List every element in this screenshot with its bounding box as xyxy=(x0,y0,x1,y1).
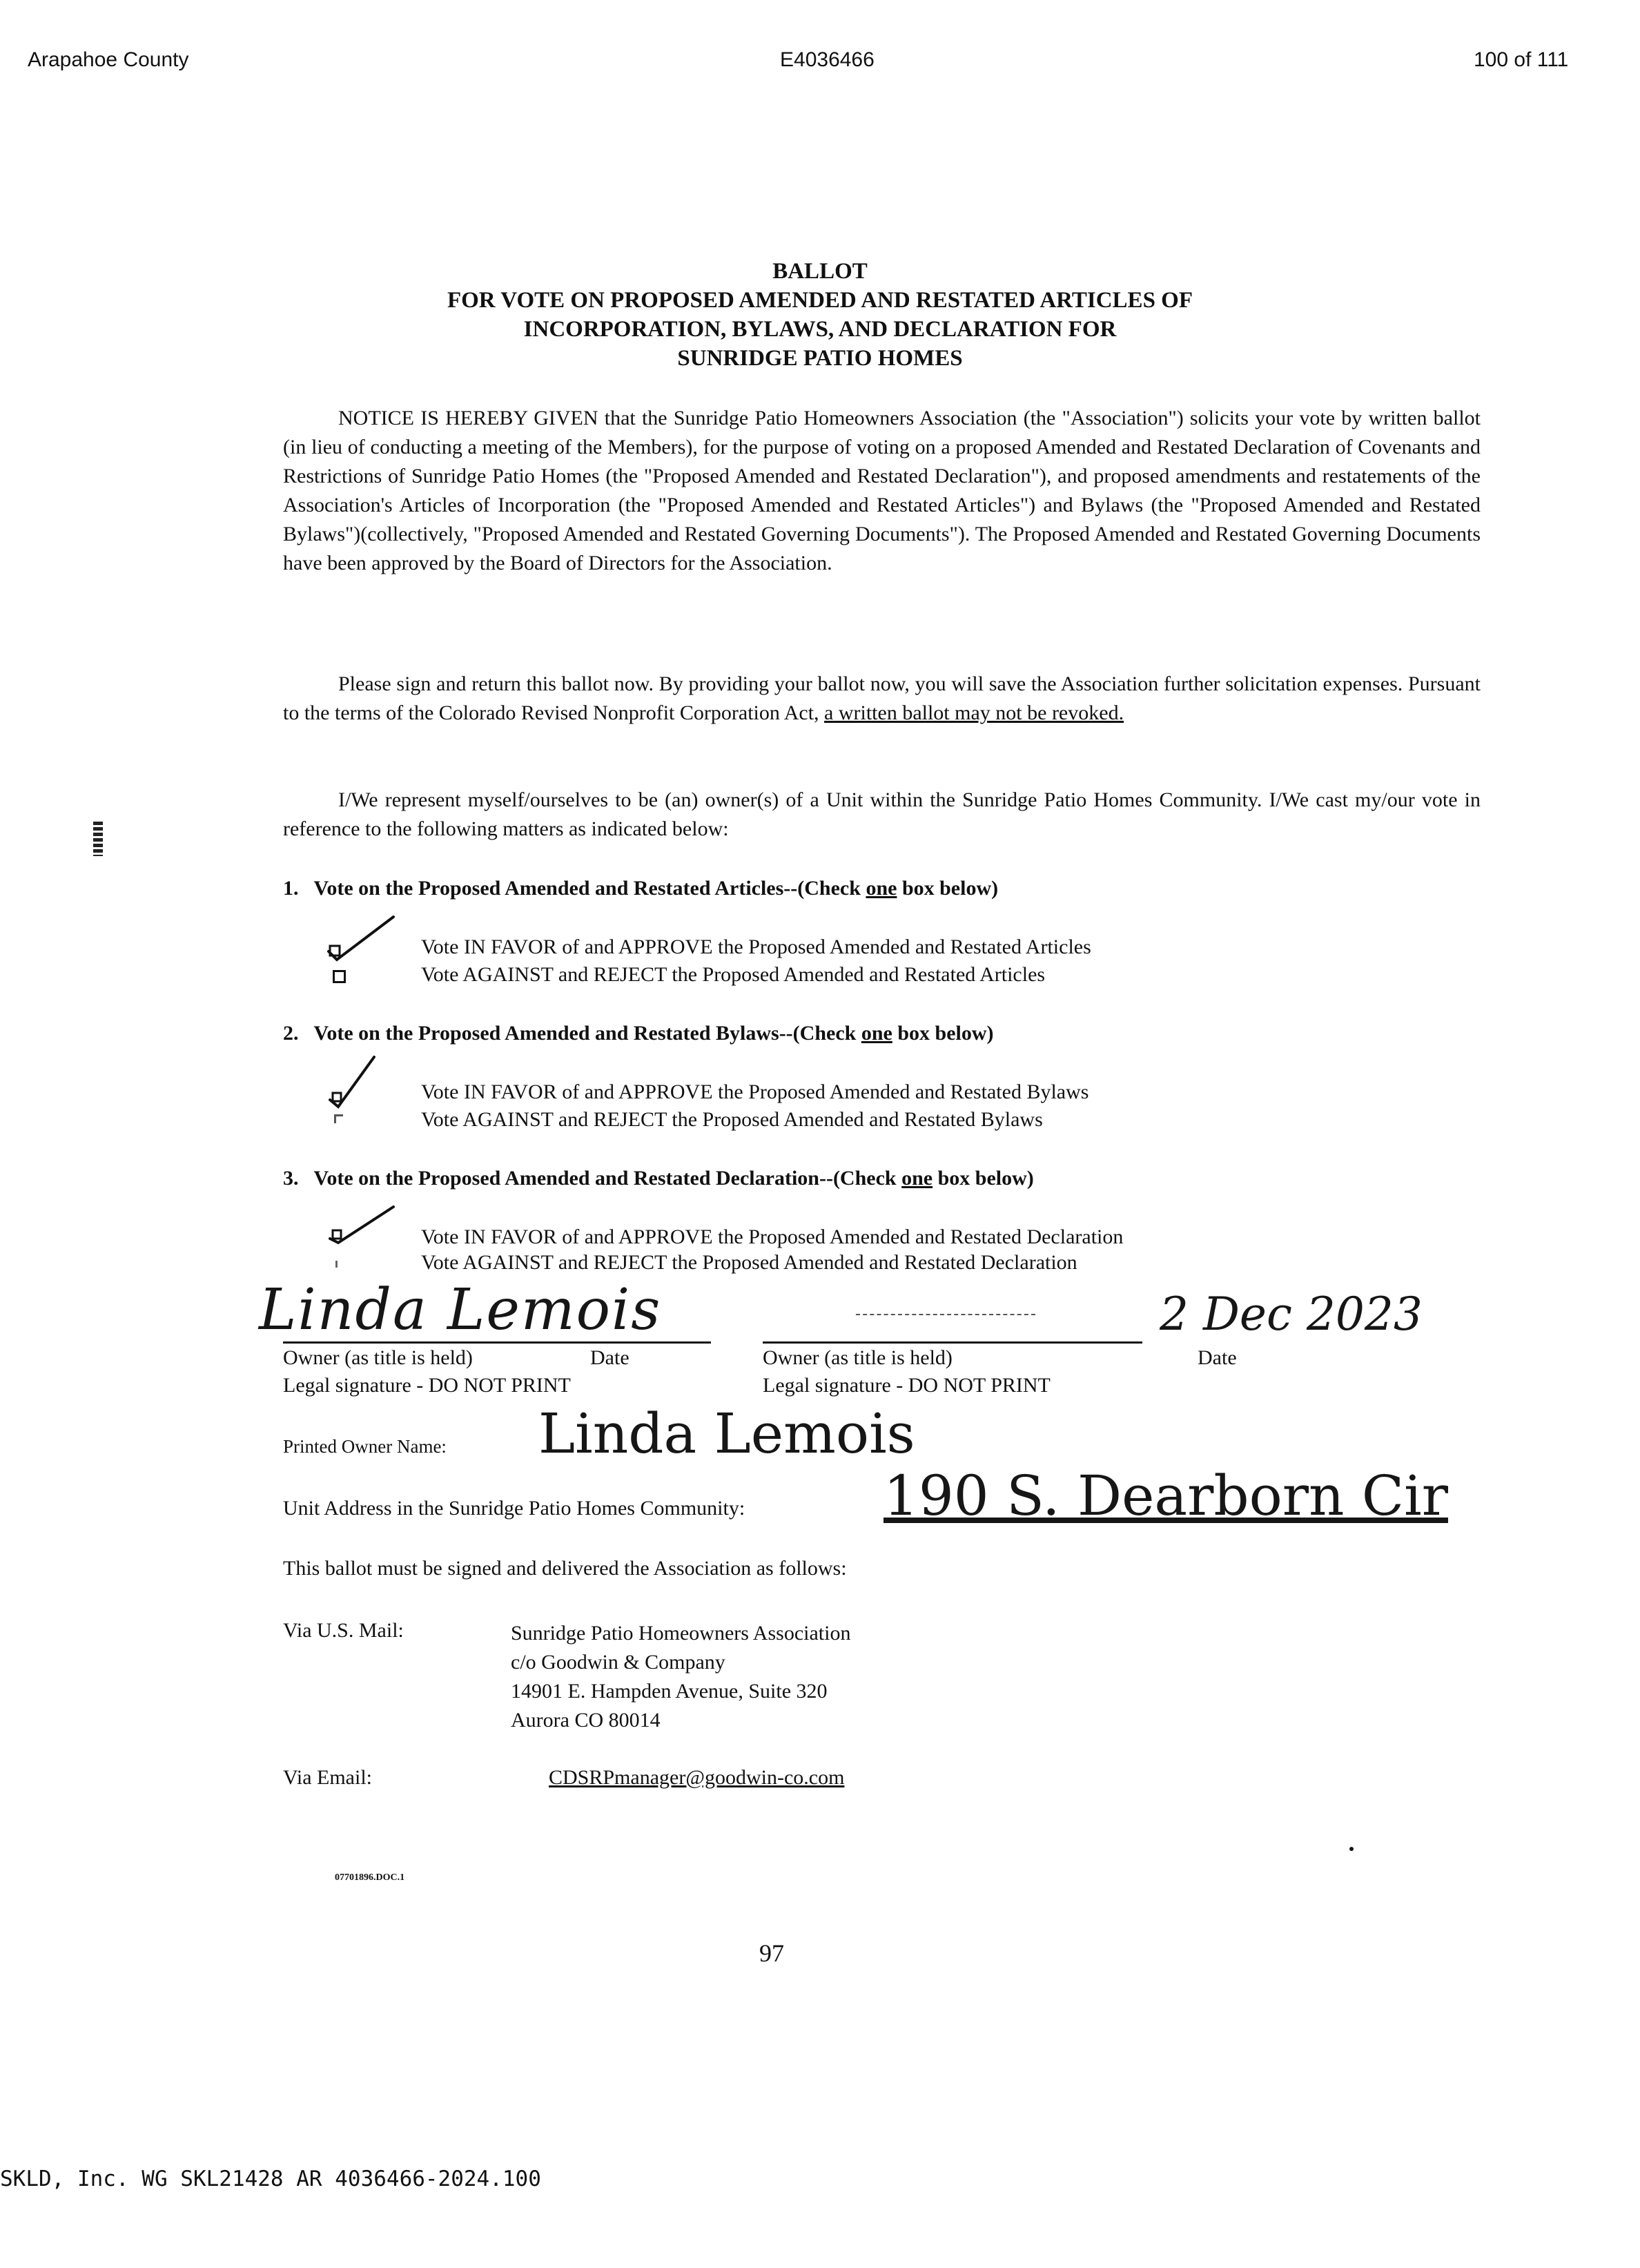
item-3-number: 3. xyxy=(283,1167,299,1190)
printed-name-label: Printed Owner Name: xyxy=(283,1436,447,1457)
email-label: Via Email: xyxy=(283,1766,372,1789)
please-sign-paragraph xyxy=(283,670,1481,728)
owner-1-title-label: Owner (as title is held) xyxy=(283,1346,473,1369)
footer-recording-info: SKLD, Inc. WG SKL21428 AR 4036466-2024.100 xyxy=(0,2167,541,2191)
please-sign-text: Please sign and return this ballot now. By providing your ballot now, you will save the Association further solicitation expenses. Pursuant to the terms of the Colorado Revised Nonprofit Corporation Act, xyxy=(283,672,1481,724)
notice-paragraph: NOTICE IS HEREBY GIVEN that the Sunridge Patio Homeowners Association (the "Association") solicits your vote by written ballot (in lieu of conducting a meeting of the Members), for the purpose of voting on a proposed Amended and Restated Declaration of Covenants and Restrictions of Sunridge Patio Homes (the "Proposed Amended and Restated Declaration"), and proposed amendments and restatements of the Association's Articles of Incorporation (the "Proposed Amended and Restated Articles") and Bylaws (the "Proposed Amended and Restated Bylaws")(collectively, "Proposed Amended and Restated Governing Documents"). The Proposed Amended and Restated Governing Documents have been approved by the Board of Directors for the Association. xyxy=(283,407,1481,574)
unit-address-value[interactable]: 190 S. Dearborn Cir xyxy=(884,1464,1448,1528)
item-1-against-checkbox[interactable] xyxy=(333,970,346,983)
printed-name-value[interactable]: Linda Lemois xyxy=(538,1402,915,1466)
reception-number: E4036466 xyxy=(780,48,875,71)
item-1-one: one xyxy=(866,877,897,900)
item-3-heading-end: box below) xyxy=(937,1167,1034,1190)
item-2-one: one xyxy=(861,1022,892,1045)
title-line-2: FOR VOTE ON PROPOSED AMENDED AND RESTATED ARTICLES OF xyxy=(447,288,1193,313)
item-3-favor-label: Vote IN FAVOR of and APPROVE the Proposed Amended and Restated Declaration xyxy=(421,1225,1124,1248)
page-count: 100 of 111 xyxy=(1474,48,1569,71)
item-1-favor-label: Vote IN FAVOR of and APPROVE the Proposed Amended and Restated Articles xyxy=(421,936,1091,958)
owner-2-legal-label: Legal signature - DO NOT PRINT xyxy=(763,1374,1051,1397)
owner-2-scribble xyxy=(856,1314,1035,1315)
owner-2-date-label: Date xyxy=(1198,1346,1237,1369)
owner-2-signature-line xyxy=(763,1341,1142,1344)
item-2-against-checkbox[interactable] xyxy=(334,1114,343,1123)
mail-address xyxy=(511,1619,850,1735)
revocation-notice: a written ballot may not be revoked. xyxy=(824,701,1124,724)
item-3-one: one xyxy=(901,1167,933,1190)
item-2-number: 2. xyxy=(283,1022,299,1045)
mail-address-line-2: c/o Goodwin & Company xyxy=(511,1651,725,1674)
owner-1-date-label: Date xyxy=(590,1346,629,1369)
item-1-heading-text: Vote on the Proposed Amended and Restated Articles--(Check xyxy=(313,877,861,900)
ballot-title xyxy=(0,257,1640,373)
mail-address-line-3: 14901 E. Hampden Avenue, Suite 320 xyxy=(511,1680,828,1703)
item-3-against-checkbox[interactable] xyxy=(335,1261,343,1268)
item-3-heading xyxy=(283,1167,1034,1190)
item-2-heading-end: box below) xyxy=(897,1022,994,1045)
title-line-4: SUNRIDGE PATIO HOMES xyxy=(677,346,963,371)
mail-address-line-1: Sunridge Patio Homeowners Association xyxy=(511,1622,851,1645)
item-2-favor-label: Vote IN FAVOR of and APPROVE the Proposed Amended and Restated Bylaws xyxy=(421,1080,1089,1103)
title-line-1: BALLOT xyxy=(772,259,868,284)
mail-address-line-4: Aurora CO 80014 xyxy=(511,1709,661,1732)
item-1-favor-checkmark[interactable] xyxy=(324,911,400,967)
item-3-favor-checkmark[interactable] xyxy=(324,1201,400,1250)
county-label: Arapahoe County xyxy=(28,48,189,71)
item-2-favor-checkmark[interactable] xyxy=(324,1053,400,1112)
stray-dot xyxy=(1349,1847,1354,1851)
handwritten-date: 2 Dec 2023 xyxy=(1160,1288,1423,1341)
item-1-number: 1. xyxy=(283,877,299,900)
item-2-heading xyxy=(283,1022,994,1045)
page-number: 97 xyxy=(759,1939,784,1967)
representation-paragraph: I/We represent myself/ourselves to be (an) owner(s) of a Unit within the Sunridge Patio Homes Community. I/We cast my/our vote in reference to the following matters as indicated below: xyxy=(283,788,1481,840)
owner-1-handwritten-signature: Linda Lemois xyxy=(259,1277,662,1343)
unit-address-label: Unit Address in the Sunridge Patio Homes Community: xyxy=(283,1497,745,1520)
item-2-against-label: Vote AGAINST and REJECT the Proposed Amended and Restated Bylaws xyxy=(421,1108,1043,1131)
item-3-heading-text: Vote on the Proposed Amended and Restated Declaration--(Check xyxy=(313,1167,897,1190)
item-1-heading-end: box below) xyxy=(901,877,999,900)
email-address-link[interactable]: CDSRPmanager@goodwin-co.com xyxy=(549,1766,845,1789)
title-line-3: INCORPORATION, BYLAWS, AND DECLARATION FOR xyxy=(523,317,1117,342)
item-2-heading-text: Vote on the Proposed Amended and Restated Bylaws--(Check xyxy=(313,1022,857,1045)
delivery-intro: This ballot must be signed and delivered the Association as follows: xyxy=(283,1557,847,1580)
mail-label: Via U.S. Mail: xyxy=(283,1619,404,1642)
owner-1-legal-label: Legal signature - DO NOT PRINT xyxy=(283,1374,571,1397)
item-1-heading xyxy=(283,877,998,900)
document-code: 07701896.DOC.1 xyxy=(335,1872,405,1883)
item-3-against-label: Vote AGAINST and REJECT the Proposed Amended and Restated Declaration xyxy=(421,1251,1077,1274)
owner-2-title-label: Owner (as title is held) xyxy=(763,1346,953,1369)
item-1-against-label: Vote AGAINST and REJECT the Proposed Amended and Restated Articles xyxy=(421,963,1046,986)
side-mark xyxy=(93,822,103,856)
